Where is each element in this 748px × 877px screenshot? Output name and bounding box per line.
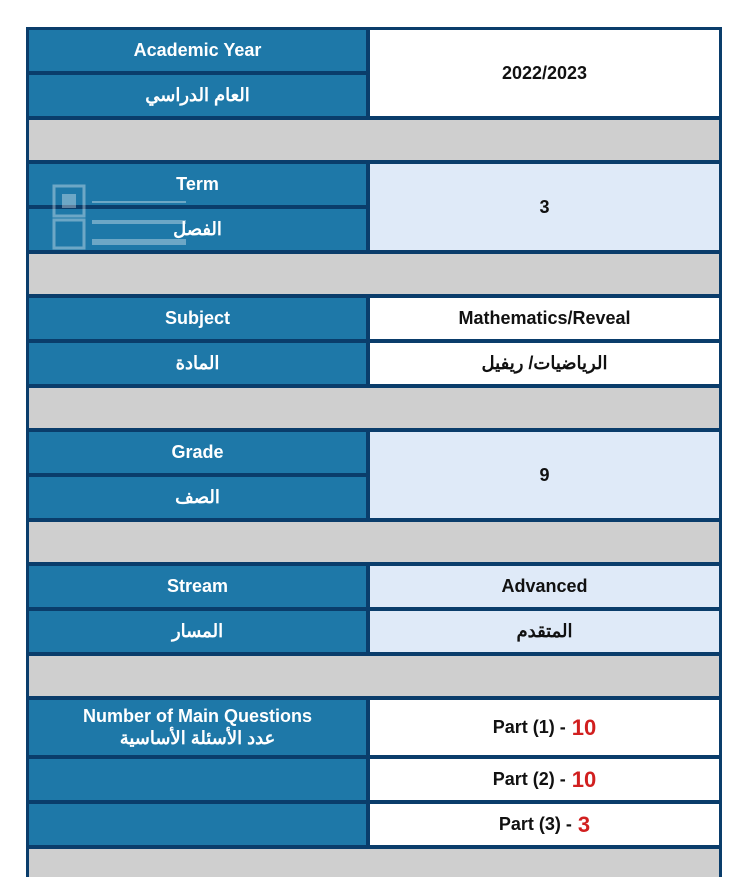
row-separator <box>29 254 719 294</box>
part-3-label: Part (3) - <box>498 814 572 834</box>
term-label-ar: الفصل <box>29 209 366 250</box>
main-questions-label-ar: عدد الأسئلة الأساسية <box>119 727 276 748</box>
part-3-count: 3 <box>577 811 591 837</box>
academic-year-label-en: Academic Year <box>29 30 366 71</box>
row-separator <box>29 849 719 877</box>
main-questions-label <box>29 700 366 755</box>
main-questions-label-blank <box>29 759 366 800</box>
term-value: 3 <box>370 164 719 250</box>
part-2-label: Part (2) - <box>492 769 566 789</box>
stream-label-en: Stream <box>29 566 366 607</box>
part-1-row <box>370 700 719 755</box>
part-3-row <box>370 804 719 845</box>
row-separator <box>29 120 719 160</box>
part-2-count: 10 <box>571 766 597 792</box>
grade-value: 9 <box>370 432 719 518</box>
academic-year-value: 2022/2023 <box>370 30 719 116</box>
row-separator <box>29 656 719 696</box>
row-separator <box>29 522 719 562</box>
part-2-row <box>370 759 719 800</box>
term-label-en: Term <box>29 164 366 205</box>
stream-value-en: Advanced <box>370 566 719 607</box>
academic-year-label-ar: العام الدراسي <box>29 75 366 116</box>
main-questions-label-en: Number of Main Questions <box>82 705 313 726</box>
stream-label-ar: المسار <box>29 611 366 652</box>
row-separator <box>29 388 719 428</box>
part-1-label: Part (1) - <box>492 717 566 737</box>
grade-label-ar: الصف <box>29 477 366 518</box>
stream-value-ar: المتقدم <box>370 611 719 652</box>
part-1-count: 10 <box>571 714 597 740</box>
subject-value-en: Mathematics/Reveal <box>370 298 719 339</box>
subject-value-ar: الرياضيات/ ريفيل <box>370 343 719 384</box>
subject-label-en: Subject <box>29 298 366 339</box>
main-questions-label-blank <box>29 804 366 845</box>
school-logo-watermark <box>52 184 192 250</box>
grade-label-en: Grade <box>29 432 366 473</box>
subject-label-ar: المادة <box>29 343 366 384</box>
